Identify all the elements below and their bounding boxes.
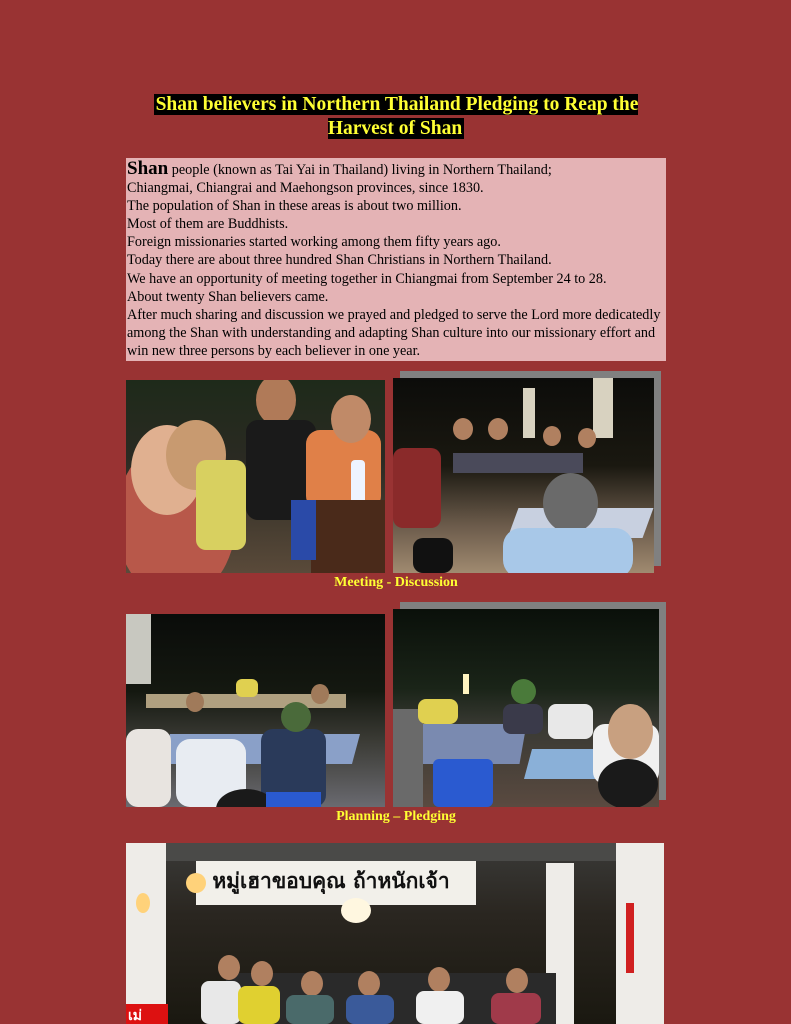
intro-line: Today there are about three hundred Shan Christians in Northern Thailand. <box>127 252 552 269</box>
group-sign-text: หมู่เฮาขอบคุณ ถ้าหนักเจ้า <box>212 869 450 893</box>
meeting-photo-right <box>393 378 654 573</box>
intro-line: After much sharing and discussion we prayed and pledged to serve the Lord more dedicatedly among the Shan with understanding and adapting Shan culture into our missionary effort and win new three persons by each believer in one year. <box>127 306 661 359</box>
intro-lead-word: Shan <box>127 158 169 179</box>
planning-photo-right <box>393 609 659 807</box>
planning-photo-left <box>126 614 385 807</box>
page-title: Shan believers in Northern Thailand Pledging to Reap the Harvest of Shan <box>155 94 639 139</box>
intro-first-line: Shan people (known as Tai Yai in Thailand) living in Northern Thailand; <box>127 158 552 179</box>
intro-line: About twenty Shan believers came. <box>127 288 329 305</box>
group-corner-sign: เม่ <box>126 1004 168 1024</box>
group-photo <box>126 843 664 1024</box>
intro-line: We have an opportunity of meeting together in Chiangmai from September 24 to 28. <box>127 270 607 287</box>
intro-line: Most of them are Buddhists. <box>127 216 289 233</box>
intro-line: The population of Shan in these areas is about two million. <box>127 198 462 215</box>
meeting-photo-left <box>126 380 385 573</box>
intro-box <box>126 158 666 361</box>
caption-meeting: Meeting - Discussion <box>334 575 458 590</box>
intro-line: Foreign missionaries started working among them fifty years ago. <box>127 234 501 251</box>
intro-line: Chiangmai, Chiangrai and Maehongson provinces, since 1830. <box>127 180 484 197</box>
caption-planning: Planning – Pledging <box>336 809 456 824</box>
